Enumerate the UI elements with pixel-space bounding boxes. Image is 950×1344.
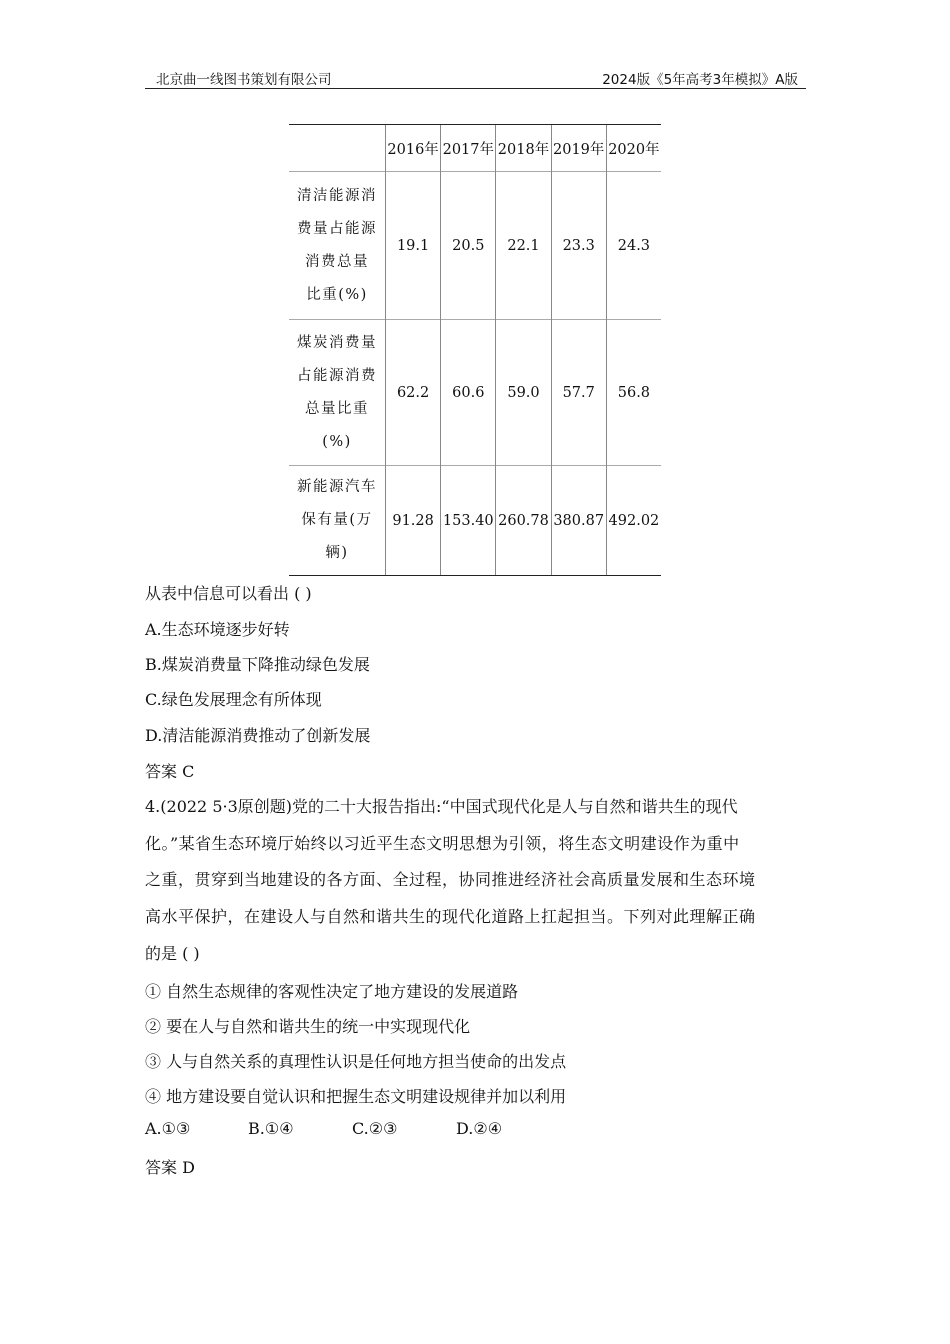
table-row [289, 466, 661, 576]
table-cell: 380.87 [551, 466, 606, 576]
row-label-line: 清洁能源消 [297, 187, 377, 204]
table-cell: 91.28 [386, 466, 441, 576]
header-publisher: 北京曲一线图书策划有限公司 [156, 72, 332, 88]
row-label-line: 总量比重(%) [305, 400, 369, 450]
row-label [289, 466, 386, 576]
year-header: 2018年 [496, 125, 551, 172]
row-label-line: 辆) [325, 545, 349, 561]
year-header: 2020年 [606, 125, 661, 172]
q4-stem-line: 之重，贯穿到当地建设的各方面、全过程，协同推进经济社会高质量发展和生态环境 [145, 870, 756, 889]
table-cell: 153.40 [441, 466, 496, 576]
q4-stem-line: 的是 ( ) [145, 944, 200, 963]
row-label [289, 320, 386, 466]
q4-choice-c: C.②③ [352, 1119, 398, 1138]
q4-item: ④ 地方建设要自觉认识和把握生态文明建设规律并加以利用 [145, 1087, 567, 1106]
row-label-line: 保有量(万 [301, 512, 373, 528]
q4-item: ② 要在人与自然和谐共生的统一中实现现代化 [145, 1017, 471, 1036]
table-cell: 56.8 [606, 320, 661, 466]
energy-data-table [289, 124, 661, 576]
q4-stem-line: 高水平保护，在建设人与自然和谐共生的现代化道路上扛起担当。下列对此理解正确 [145, 907, 756, 926]
q4-item: ③ 人与自然关系的真理性认识是任何地方担当使命的出发点 [145, 1052, 567, 1071]
table-row [289, 320, 661, 466]
row-label-line: 比重(%) [306, 286, 368, 303]
table-cell: 492.02 [606, 466, 661, 576]
table-header-row [289, 125, 661, 172]
table-cell: 57.7 [551, 320, 606, 466]
table-cell: 23.3 [551, 172, 606, 320]
row-label-line: 煤炭消费量 [297, 334, 377, 351]
q3-option-d: D.清洁能源消费推动了创新发展 [145, 726, 371, 745]
table-cell: 22.1 [496, 172, 551, 320]
year-header: 2016年 [386, 125, 441, 172]
table-cell: 20.5 [441, 172, 496, 320]
year-header: 2017年 [441, 125, 496, 172]
q4-choice-a: A.①③ [145, 1119, 191, 1138]
q3-option-c: C.绿色发展理念有所体现 [145, 690, 322, 709]
q3-option-b: B.煤炭消费量下降推动绿色发展 [145, 655, 370, 674]
q4-item: ① 自然生态规律的客观性决定了地方建设的发展道路 [145, 982, 519, 1001]
row-label-line: 消费总量 [305, 253, 369, 270]
q4-choice-d: D.②④ [456, 1119, 503, 1138]
table-row [289, 172, 661, 320]
q4-choice-b: B.①④ [248, 1119, 294, 1138]
row-label-line: 新能源汽车 [297, 479, 377, 495]
q3-stem: 从表中信息可以看出 ( ) [145, 584, 312, 603]
q4-stem-line: 化。”某省生态环境厅始终以习近平生态文明思想为引领，将生态文明建设作为重中 [145, 834, 740, 853]
table-cell: 59.0 [496, 320, 551, 466]
q4-answer: 答案 D [145, 1158, 195, 1177]
q3-answer: 答案 C [145, 762, 195, 781]
q4-stem-line: 4.(2022 5·3原创题)党的二十大报告指出:“中国式现代化是人与自然和谐共生的现代 [145, 797, 738, 816]
table-cell: 260.78 [496, 466, 551, 576]
row-label-line: 费量占能源 [297, 220, 377, 237]
table-cell: 19.1 [386, 172, 441, 320]
page-header [145, 66, 806, 89]
table-cell: 24.3 [606, 172, 661, 320]
row-label [289, 172, 386, 320]
table-corner-cell [289, 125, 386, 172]
table-cell: 60.6 [441, 320, 496, 466]
header-edition: 2024版《5年高考3年模拟》A版 [602, 72, 798, 88]
q4-choices [145, 1119, 502, 1138]
row-label-line: 占能源消费 [297, 367, 377, 384]
q3-option-a: A.生态环境逐步好转 [145, 620, 290, 639]
year-header: 2019年 [551, 125, 606, 172]
table-cell: 62.2 [386, 320, 441, 466]
